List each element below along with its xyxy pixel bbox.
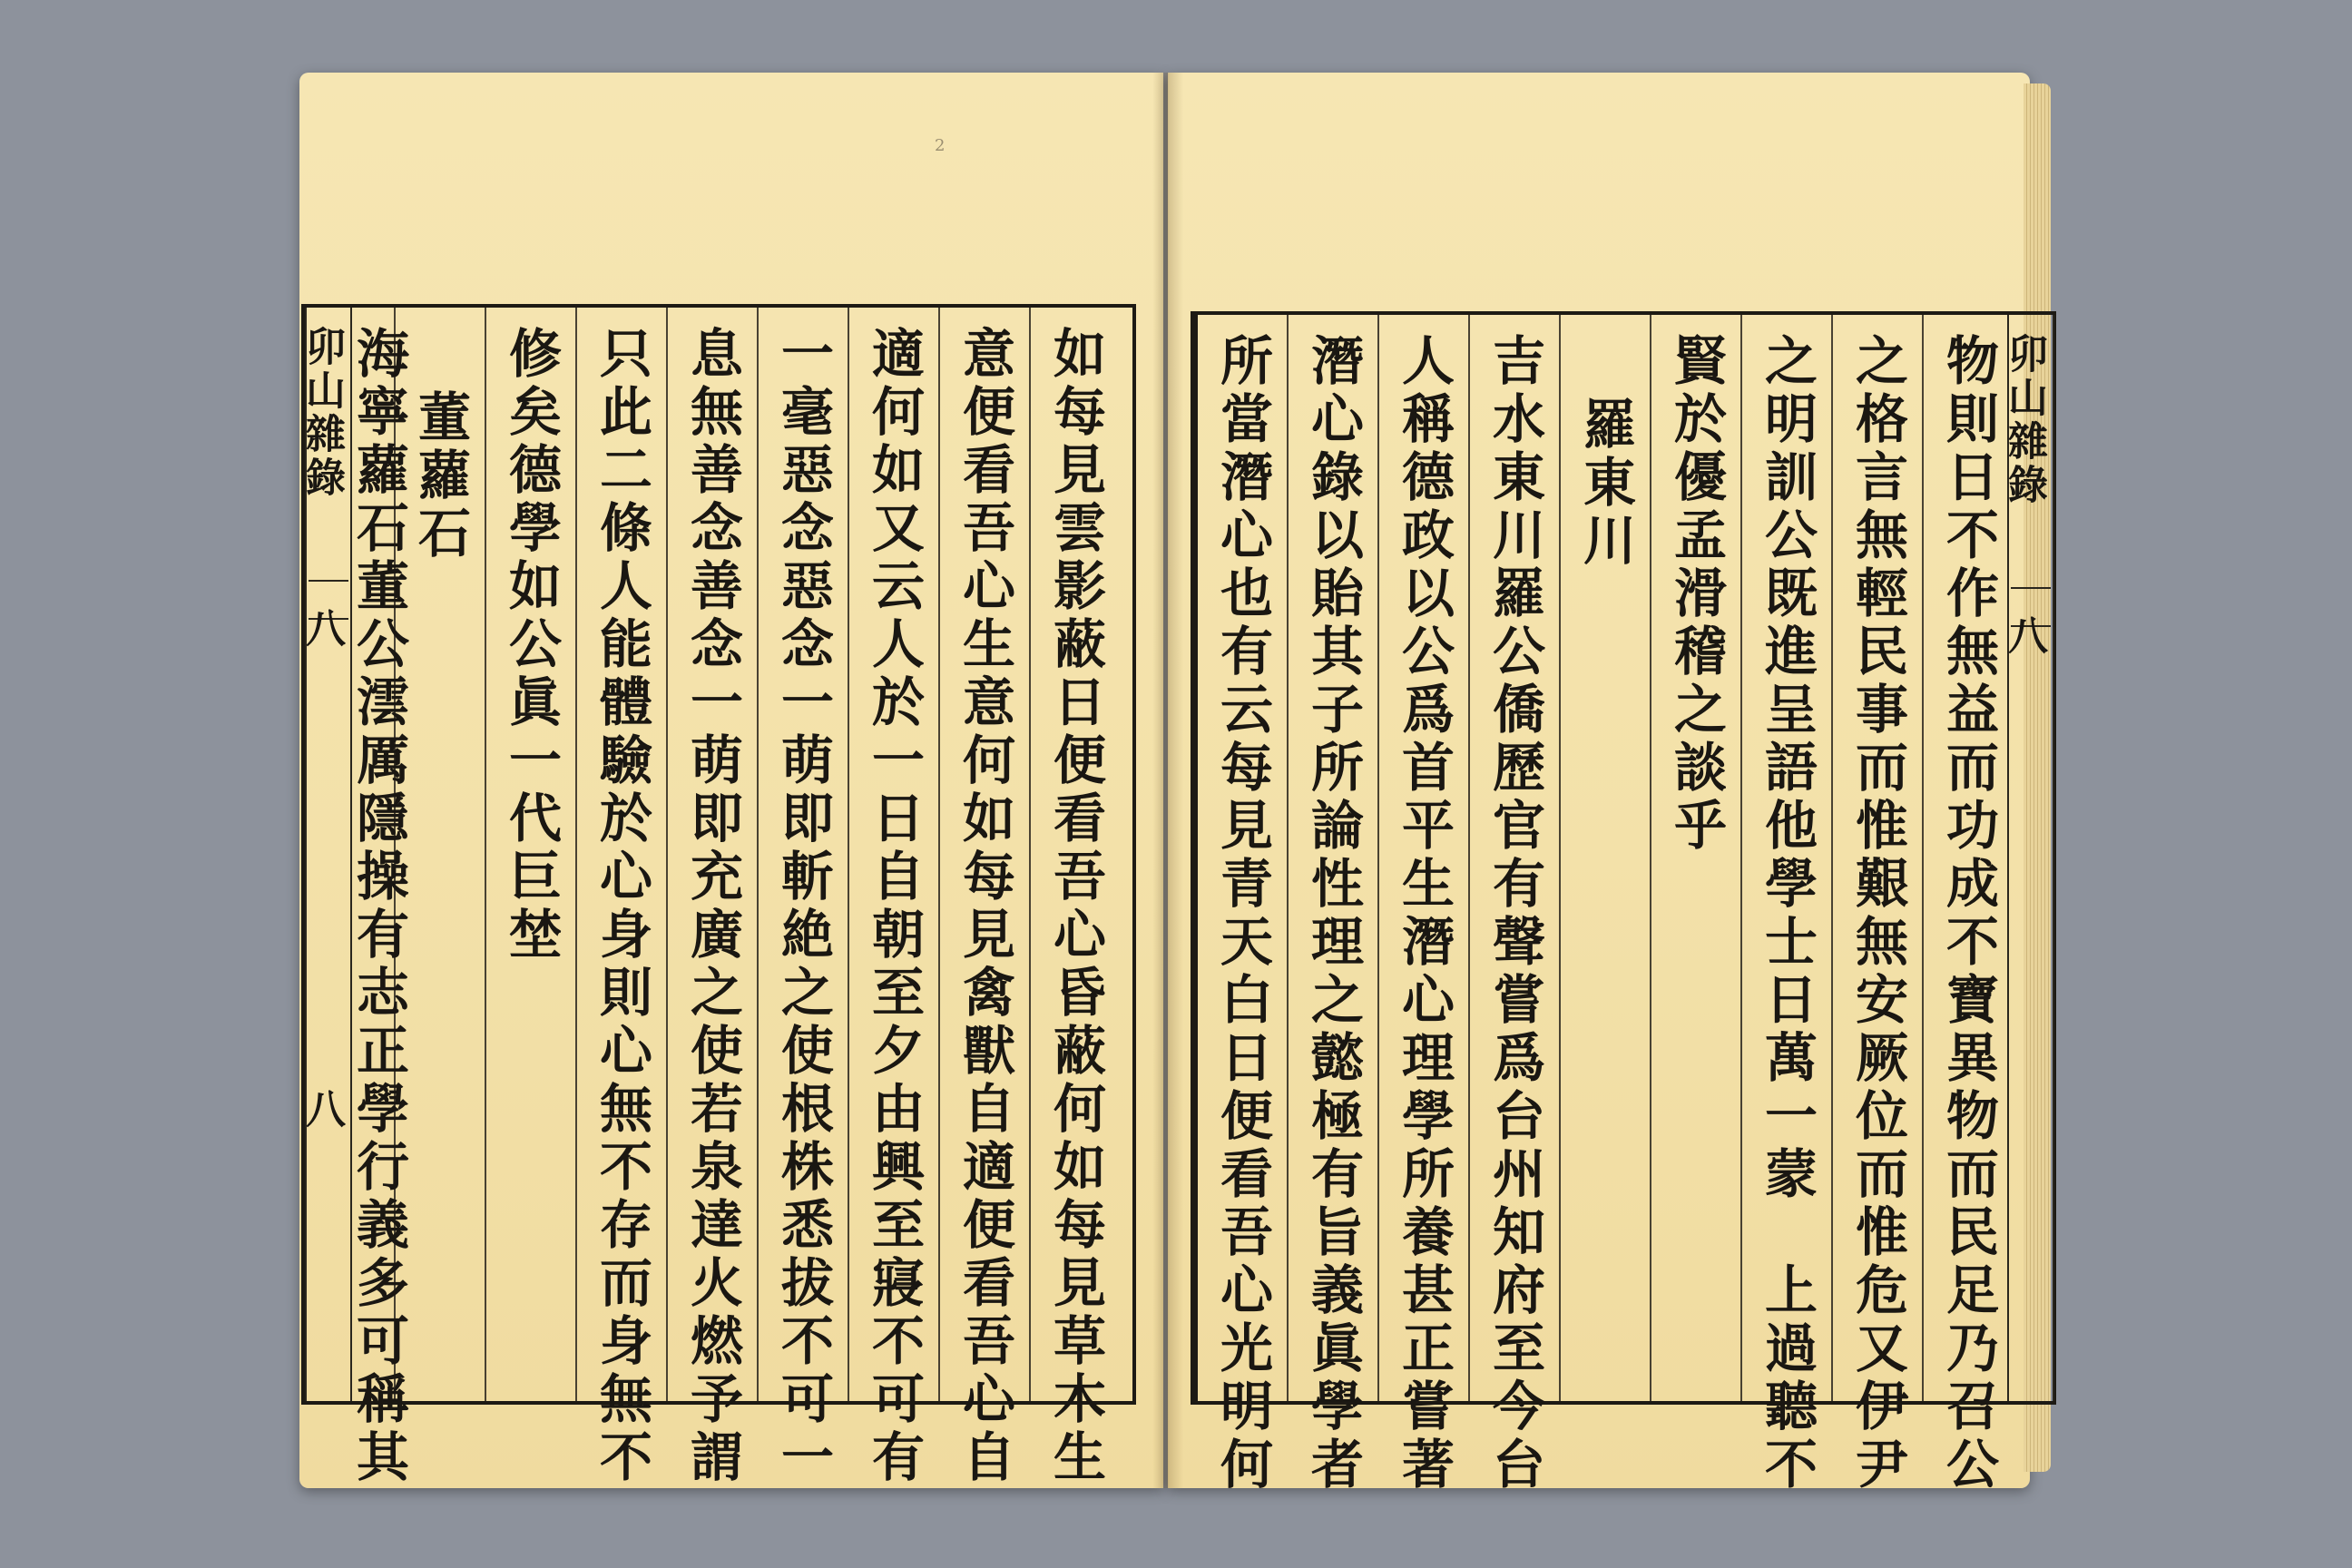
left-section-heading: 董蘿石 bbox=[409, 389, 471, 564]
left-center-column bbox=[299, 308, 352, 1401]
left-column-1: 如每見雲影蔽日便看吾心昏蔽何如每見草木生 bbox=[1044, 326, 1106, 1487]
right-column-3: 之明訓公既進呈語他學士日萬一蒙 上過聽不 bbox=[1756, 333, 1818, 1494]
left-column-4: 一毫惡念惡念一萌即斬絶之使根株悉拔不可一 bbox=[772, 326, 834, 1487]
left-column-2: 意便看吾心生意何如每見禽獸自適便看吾心自 bbox=[954, 326, 1015, 1487]
right-column-1: 物則日不作無益而功成不寶異物而民足乃召公 bbox=[1937, 333, 1999, 1494]
book-gutter bbox=[1152, 73, 1183, 1488]
right-column-8: 潛心錄以貽其子所論性理之懿極有旨義眞學者 bbox=[1302, 333, 1364, 1494]
right-text-frame bbox=[1191, 311, 2056, 1494]
right-center-title: 卯山雜錄 bbox=[2001, 333, 2047, 507]
left-column-7: 修矣德學如公眞一代巨埜 bbox=[500, 326, 562, 965]
left-column-9: 海寧蘿石董公澐厲隱操有志正學行義多可稱其 bbox=[348, 326, 409, 1487]
pencil-note: 2 bbox=[935, 136, 946, 155]
right-section-heading: 羅東川 bbox=[1574, 397, 1636, 571]
left-center-title: 卯山雜錄 bbox=[299, 326, 345, 500]
right-column-9: 所當潛心也有云每見青天白日便看吾心光明何 bbox=[1211, 333, 1273, 1494]
left-column-3: 適何如又云人於一日自朝至夕由興至寢不可有 bbox=[863, 326, 925, 1487]
left-center-num-bottom: 八 bbox=[299, 1088, 345, 1128]
right-column-4: 賢於優孟滑稽之談乎 bbox=[1665, 333, 1727, 856]
right-center-num-top: 八 bbox=[2001, 614, 2047, 654]
right-center-column bbox=[2001, 315, 2054, 1401]
right-column-7: 人稱德政以公爲首平生潛心理學所養甚正嘗著 bbox=[1393, 333, 1455, 1494]
right-column-2: 之格言無輕民事而惟艱無安厥位而惟危又伊尹 bbox=[1847, 333, 1908, 1494]
right-column-6: 吉水東川羅公僑歷官有聲嘗爲台州知府至今台 bbox=[1484, 333, 1545, 1494]
left-column-6: 只此二條人能體驗於心身則心無不存而身無不 bbox=[591, 326, 652, 1487]
left-column-5: 息無善念善念一萌即充廣之使若泉達火燃予謂 bbox=[681, 326, 743, 1487]
left-center-num-top: 八 bbox=[299, 607, 345, 647]
left-text-frame bbox=[299, 304, 1136, 1487]
